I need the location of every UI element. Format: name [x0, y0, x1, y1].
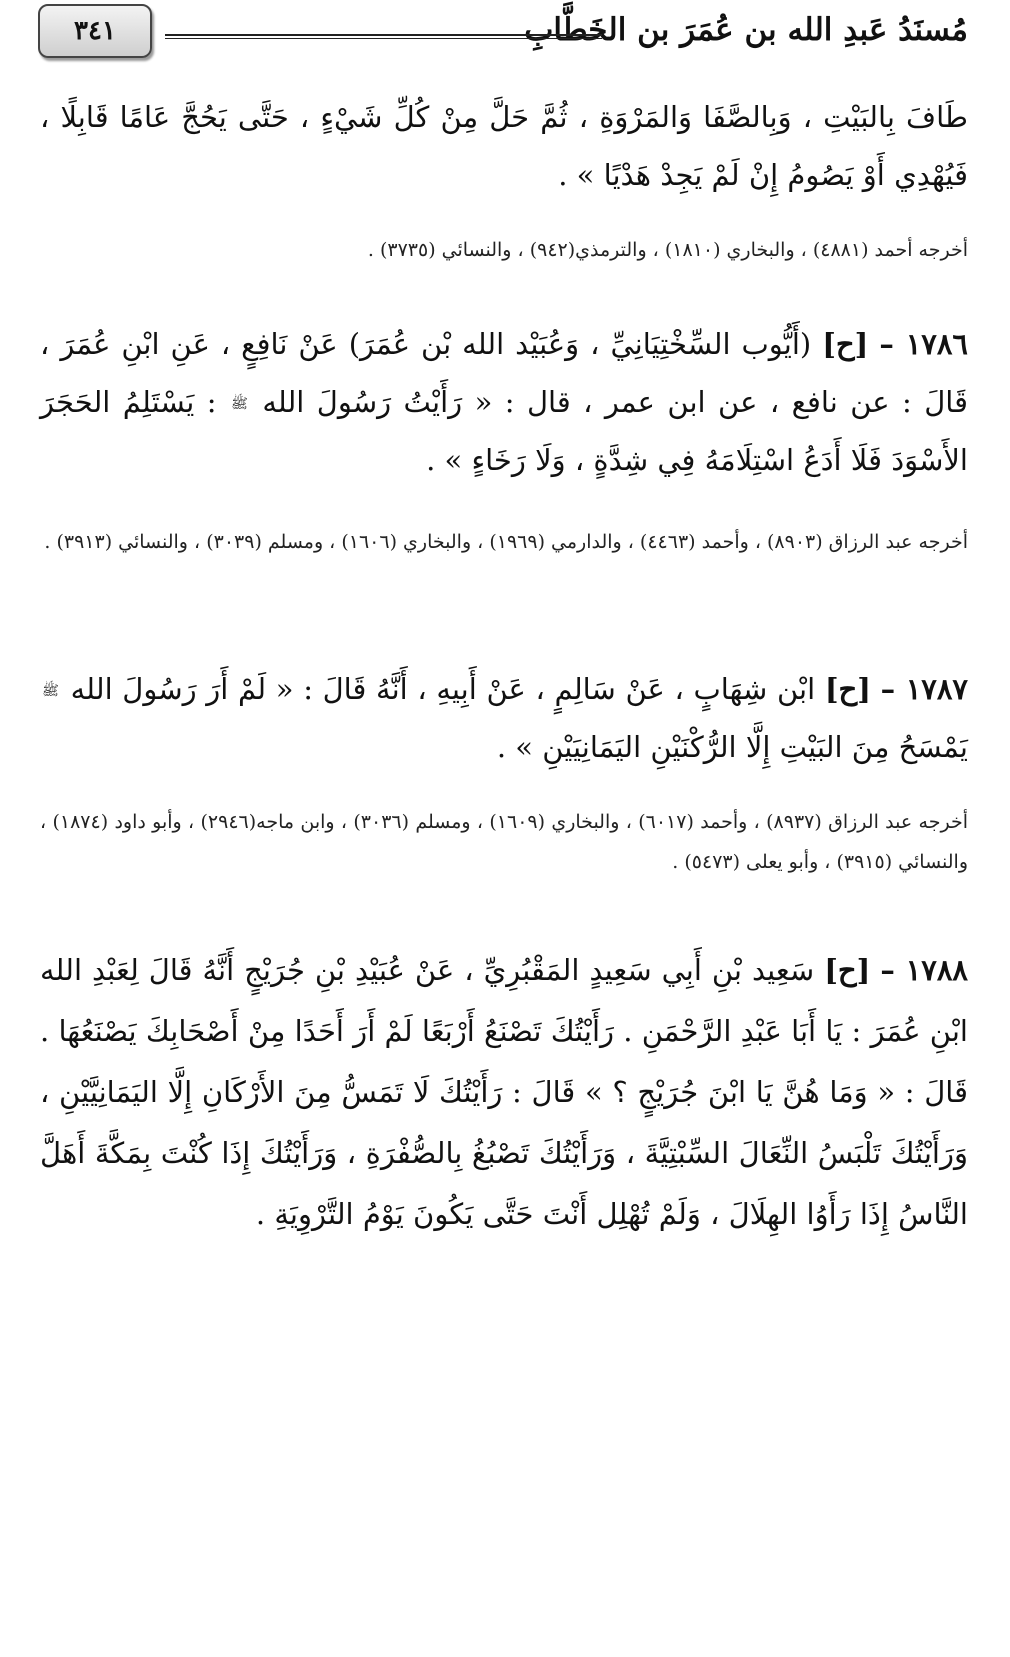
hadith-number: ١٧٨٧ –	[880, 672, 968, 706]
hadith-number: ١٧٨٦ –	[879, 327, 968, 361]
page-number-badge	[38, 4, 152, 58]
honorific-glyph: ﷺ	[42, 683, 59, 699]
honorific-glyph: ﷺ	[230, 396, 248, 412]
page-header	[0, 0, 1010, 70]
hadith-1787	[40, 660, 968, 776]
hadith-continuation-text: طَافَ بِالبَيْتِ ، وَبِالصَّفَا وَالمَرْوَةِ ، ثُمَّ حَلَّ مِنْ كُلِّ شَيْءٍ ، حَتَّى يَحُجَّ عَامًا قَابِلًا ، فَيُهْدِي أَوْ يَصُومُ إِنْ لَمْ يَجِدْ هَدْيًا » .	[40, 100, 968, 192]
hadith-number: ١٧٨٨ –	[880, 953, 968, 987]
hadith-text: يَمْسَحُ مِنَ البَيْتِ إِلَّا الرُّكْنَيْنِ اليَمَانِيَيْنِ » .	[496, 730, 968, 764]
running-title: مُسنَدُ عَبدِ الله بن عُمَرَ بن الخَطَّابِ	[524, 12, 968, 48]
hadith-text: سَعِيد بْنِ أَبِي سَعِيدٍ المَقْبُرِيِّ ، عَنْ عُبَيْدِ بْنِ جُرَيْجٍ أَنَّهُ قَالَ لِعَبْدِ الله ابْنِ عُمَرَ : يَا أَبَا عَبْدِ الرَّحْمَنِ . رَأَيْتُكَ تَصْنَعُ أَرْبَعًا لَمْ أَرَ أَحَدًا مِنْ أَصْحَابِكَ يَصْنَعُهَا . قَالَ : « وَمَا هُنَّ يَا ابْنَ جُرَيْجٍ ؟ » قَالَ : رَأَيْتُكَ لَا تَمَسُّ مِنَ الأَرْكَانِ إِلَّا اليَمَانِيَّيْنِ ، وَرَأَيْتُكَ تَلْبَسُ النِّعَالَ السِّبْتِيَّةَ ، وَرَأَيْتُكَ تَصْبُغُ بِالصُّفْرَةِ ، وَرَأَيْتُكَ إِذَا كُنْتَ بِمَكَّةَ أَهَلَّ النَّاسُ إِذَا رَأَوُا الهِلَالَ ، وَلَمْ تُهْلِل أَنْتَ حَتَّى يَكُونَ يَوْمُ التَّرْوِيَةِ .	[40, 953, 968, 1231]
hadith-text: : يَسْتَلِمُ الحَجَرَ الأَسْوَدَ فَلَا أَدَعُ اسْتِلَامَهُ فِي شِدَّةٍ ، وَلَا رَخَاءٍ » .	[40, 385, 968, 477]
hadith-1787-takhrij: أخرجه عبد الرزاق (٨٩٣٧) ، وأحمد (٦٠١٧) ، والبخاري (١٦٠٩) ، ومسلم (٣٠٣٦) ، وابن ماجه(٢٩٤٦) ، وأبو داود (١٨٧٤) ، والنسائي (٣٩١٥) ، وأبو يعلى (٥٤٧٣) .	[40, 811, 968, 873]
hadith-marker: [ح]	[824, 672, 871, 706]
hadith-1786	[40, 315, 968, 489]
hadith-1786-takhrij: أخرجه عبد الرزاق (٨٩٠٣) ، وأحمد (٤٤٦٣) ، والدارمي (١٩٦٩) ، والبخاري (١٦٠٦) ، ومسلم (٣٠٣٩) ، والنسائي (٣٩١٣) .	[44, 531, 968, 553]
hadith-marker: [ح]	[822, 327, 869, 361]
hadith-marker: [ح]	[824, 953, 871, 987]
hadith-continuation-takhrij: أخرجه أحمد (٤٨٨١) ، والبخاري (١٨١٠) ، والترمذي(٩٤٢) ، والنسائي (٣٧٣٥) .	[367, 239, 968, 261]
hadith-text: (أَيُّوب السِّخْتِيَانِيِّ ، وَعُبَيْد الله بْن عُمَرَ) عَنْ نَافِعٍ ، عَنِ ابْنِ عُمَرَ ، قَالَ : عن نافع ، عن ابن عمر ، قال : « رَأَيْتُ رَسُولَ الله	[40, 327, 968, 419]
hadith-text: ابْن شِهَابٍ ، عَنْ سَالِمٍ ، عَنْ أَبِيهِ ، أَنَّهُ قَالَ : « لَمْ أَرَ رَسُولَ الله	[70, 672, 816, 706]
header-rule	[165, 34, 602, 39]
page-number: ٣٤١	[74, 16, 116, 46]
hadith-1788	[40, 940, 968, 1245]
